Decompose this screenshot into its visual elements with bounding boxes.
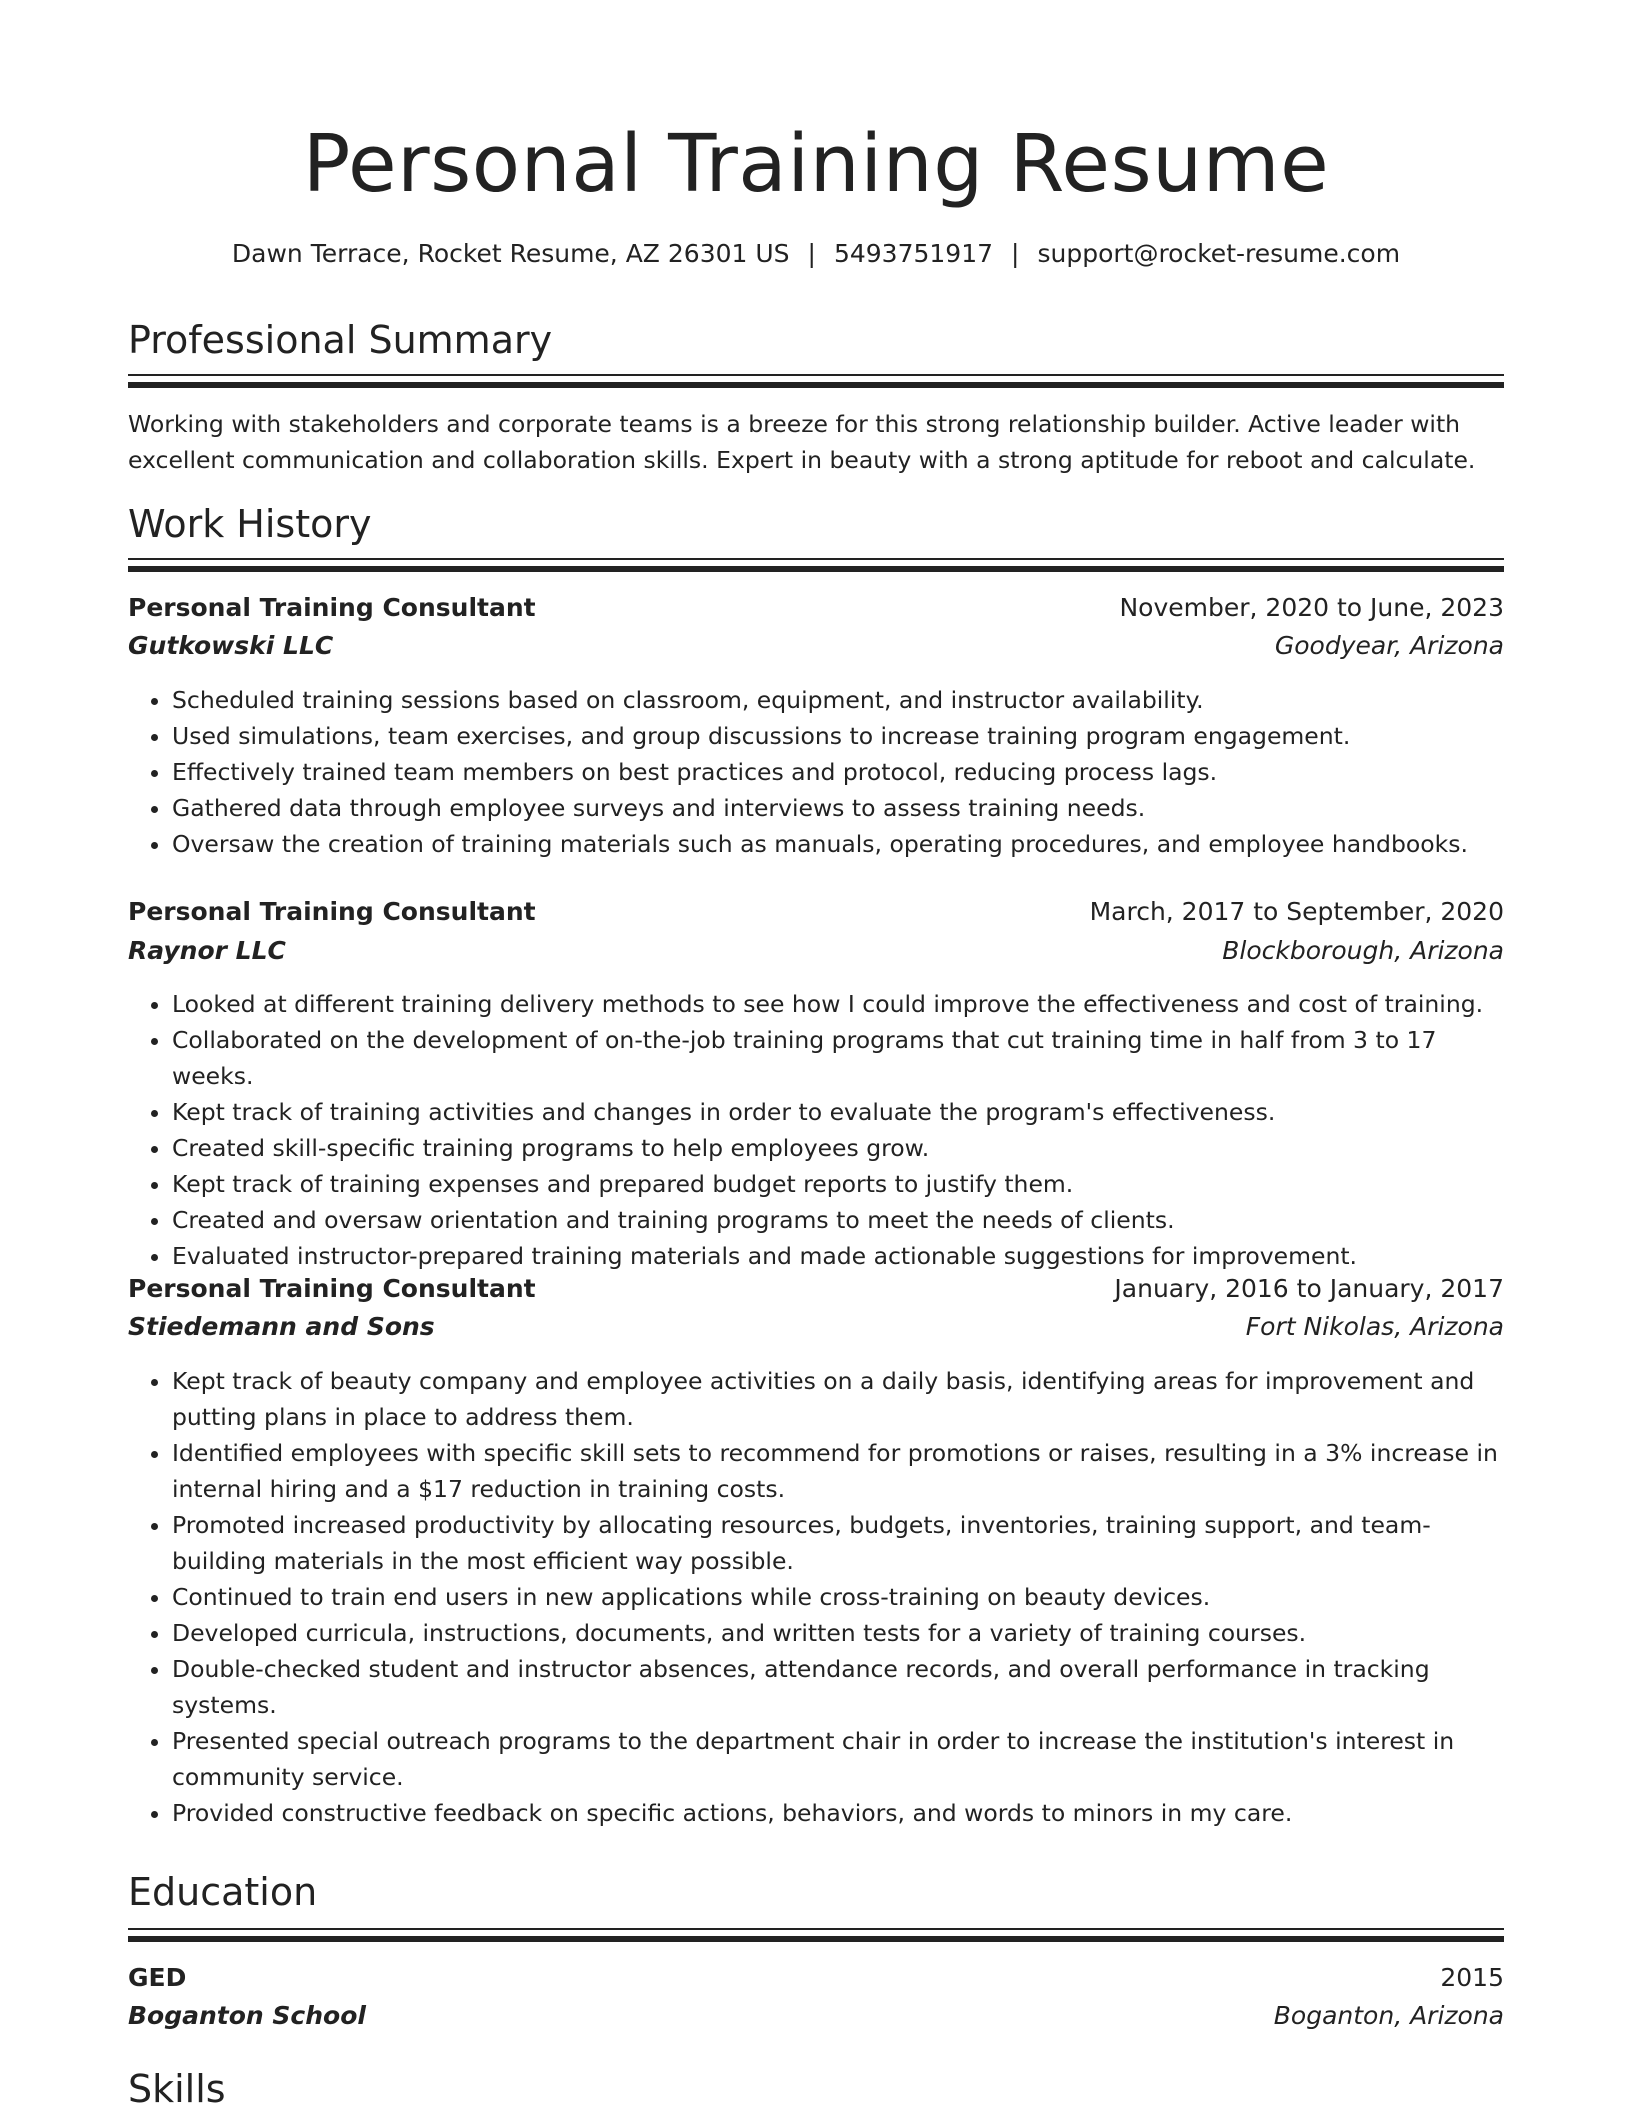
education-year: 2015: [1440, 1963, 1504, 1992]
job-dates: January, 2016 to January, 2017: [1114, 1274, 1504, 1303]
contact-phone: 5493751917: [833, 239, 994, 268]
list-item: • Double-checked student and instructor absences, attendance records, and overall performance in tracking systems.: [172, 1651, 1504, 1723]
job-header: [128, 1274, 1504, 1306]
job-header: [128, 593, 1504, 625]
job-title: Personal Training Consultant: [128, 1274, 536, 1303]
job-location: Blockborough, Arizona: [1222, 936, 1504, 965]
contact-email: support@rocket-resume.com: [1037, 239, 1401, 268]
education-subheader: [128, 2001, 1504, 2033]
list-item: • Promoted increased productivity by allocating resources, budgets, inventories, training support, and team-building materials in the most efficient way possible.: [172, 1507, 1504, 1579]
list-item: • Created and oversaw orientation and training programs to meet the needs of clients.: [172, 1202, 1504, 1238]
section-divider: [128, 1928, 1504, 1943]
list-item: • Collaborated on the development of on-the-job training programs that cut training time in half from 3 to 17 weeks.: [172, 1022, 1504, 1094]
contact-separator: |: [807, 239, 816, 268]
education-header: [128, 1963, 1504, 1995]
skills-heading: Skills: [128, 2067, 226, 2111]
job-bullets: [128, 986, 1504, 1274]
job-title: Personal Training Consultant: [128, 897, 536, 926]
job-subheader: [128, 936, 1504, 968]
education-degree: GED: [128, 1963, 187, 1992]
education-location: Boganton, Arizona: [1273, 2001, 1504, 2030]
list-item: • Gathered data through employee surveys and interviews to assess training needs.: [172, 790, 1504, 826]
job-location: Goodyear, Arizona: [1274, 631, 1504, 660]
contact-separator: |: [1011, 239, 1020, 268]
contact-address: Dawn Terrace, Rocket Resume, AZ 26301 US: [231, 239, 790, 268]
job-dates: March, 2017 to September, 2020: [1089, 897, 1504, 926]
section-divider: [128, 374, 1504, 389]
contact-line: [128, 239, 1504, 268]
list-item: • Kept track of training expenses and prepared budget reports to justify them.: [172, 1166, 1504, 1202]
job-company: Stiedemann and Sons: [128, 1312, 435, 1341]
job-location: Fort Nikolas, Arizona: [1245, 1312, 1504, 1341]
section-divider: [128, 558, 1504, 573]
education-school: Boganton School: [128, 2001, 366, 2030]
list-item: • Continued to train end users in new applications while cross-training on beauty devices.: [172, 1579, 1504, 1615]
list-item: • Looked at different training delivery methods to see how I could improve the effectiveness and cost of training.: [172, 986, 1504, 1022]
job-subheader: [128, 1312, 1504, 1344]
list-item: • Presented special outreach programs to the department chair in order to increase the institution's interest in community service.: [172, 1723, 1504, 1795]
education-heading: Education: [128, 1870, 318, 1914]
list-item: • Kept track of training activities and changes in order to evaluate the program's effectiveness.: [172, 1094, 1504, 1130]
work-history-heading: Work History: [128, 502, 372, 546]
summary-text: Working with stakeholders and corporate teams is a breeze for this strong relationship builder. Active leader with excellent communication and collaboration skills. Expert in beauty with a strong aptitude for reboot and calculate.: [128, 410, 1476, 474]
job-dates: November, 2020 to June, 2023: [1119, 593, 1504, 622]
list-item: • Provided constructive feedback on specific actions, behaviors, and words to minors in my care.: [172, 1795, 1504, 1831]
job-subheader: [128, 631, 1504, 663]
job-header: [128, 897, 1504, 929]
list-item: • Oversaw the creation of training materials such as manuals, operating procedures, and employee handbooks.: [172, 826, 1504, 862]
list-item: • Scheduled training sessions based on classroom, equipment, and instructor availability.: [172, 682, 1504, 718]
job-bullets: [128, 682, 1504, 862]
list-item: • Evaluated instructor-prepared training materials and made actionable suggestions for improvement.: [172, 1238, 1504, 1274]
job-company: Raynor LLC: [128, 936, 286, 965]
list-item: • Kept track of beauty company and employee activities on a daily basis, identifying areas for improvement and putting plans in place to address them.: [172, 1363, 1504, 1435]
job-company: Gutkowski LLC: [128, 631, 334, 660]
list-item: • Created skill-specific training programs to help employees grow.: [172, 1130, 1504, 1166]
list-item: • Identified employees with specific skill sets to recommend for promotions or raises, resulting in a 3% increase in internal hiring and a $17 reduction in training costs.: [172, 1435, 1504, 1507]
summary-heading: Professional Summary: [128, 318, 553, 362]
job-bullets: [128, 1363, 1504, 1831]
list-item: • Used simulations, team exercises, and group discussions to increase training program engagement.: [172, 718, 1504, 754]
job-title: Personal Training Consultant: [128, 593, 536, 622]
list-item: • Effectively trained team members on best practices and protocol, reducing process lags.: [172, 754, 1504, 790]
resume-title: Personal Training Resume: [302, 118, 1330, 210]
list-item: • Developed curricula, instructions, documents, and written tests for a variety of training courses.: [172, 1615, 1504, 1651]
